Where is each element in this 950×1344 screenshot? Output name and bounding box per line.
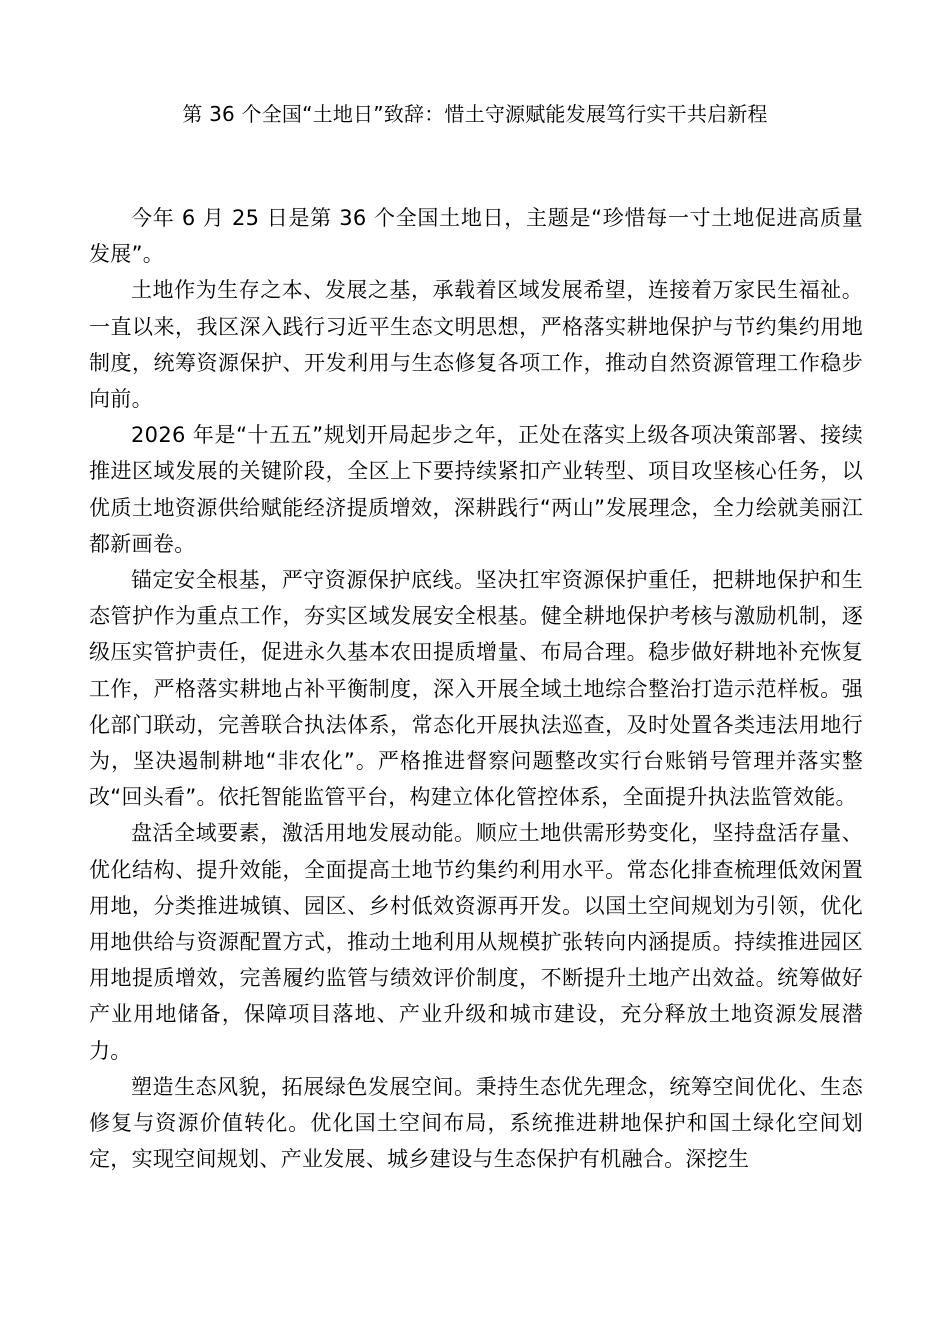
- document-body: [89, 200, 863, 1177]
- document-title: 第 36 个全国“土地日”致辞：惜土守源赋能发展笃行实干共启新程: [182, 102, 768, 126]
- paragraph-ecological-space: 塑造生态风貌，拓展绿色发展空间。秉持生态优先理念，统筹空间优化、生态修复与资源价值转化。优化国土空间布局，系统推进耕地保护和国土绿化空间划定，实现空间规划、产业发展、城乡建设与生态保护有机融合。深挖生: [89, 1074, 863, 1172]
- paragraph-activate-elements: 盘活全域要素，激活用地发展动能。顺应土地供需形势变化，坚持盘活存量、优化结构、提升效能，全面提高土地节约集约利用水平。常态化排查梳理低效闲置用地，分类推进城镇、园区、乡村低效资源再开发。以国土空间规划为引领，优化用地供给与资源配置方式，推动土地利用从规模扩张转向内涵提质。持续推进园区用地提质增效，完善履约监管与绩效评价制度，不断提升土地产出效益。统筹做好产业用地储备，保障项目落地、产业升级和城市建设，充分释放土地资源发展潜力。: [89, 821, 863, 1063]
- paragraph-land-foundation: 土地作为生存之本、发展之基，承载着区域发展希望，连接着万家民生福祉。一直以来，我区深入践行习近平生态文明思想，严格落实耕地保护与节约集约用地制度，统筹资源保护、开发利用与生态修复各项工作，推动自然资源管理工作稳步向前。: [89, 278, 863, 412]
- paragraph-land-day-theme: 今年 6 月 25 日是第 36 个全国土地日，主题是“珍惜每一寸土地促进高质量发展”。: [89, 206, 863, 267]
- paragraph-protection-baseline: 锚定安全根基，严守资源保护底线。坚决扛牢资源保护重任，把耕地保护和生态管护作为重点工作，夯实区域发展安全根基。健全耕地保护考核与激励机制，逐级压实管护责任，促进永久基本农田提质增量、布局合理。稳步做好耕地补充恢复工作，严格落实耕地占补平衡制度，深入开展全域土地综合整治打造示范样板。强化部门联动，完善联合执法体系，常态化开展执法巡查，及时处置各类违法用地行为，坚决遏制耕地“非农化”。严格推进督察问题整改实行台账销号管理并落实整改“回头看”。依托智能监管平台，构建立体化管控体系，全面提升执法监管效能。: [89, 568, 863, 810]
- paragraph-plan-2026: 2026 年是“十五五”规划开局起步之年，正处在落实上级各项决策部署、接续推进区域发展的关键阶段，全区上下要持续紧扣产业转型、项目攻坚核心任务，以优质土地资源供给赋能经济提质增效，深耕践行“两山”发展理念，全力绘就美丽江都新画卷。: [89, 423, 863, 556]
